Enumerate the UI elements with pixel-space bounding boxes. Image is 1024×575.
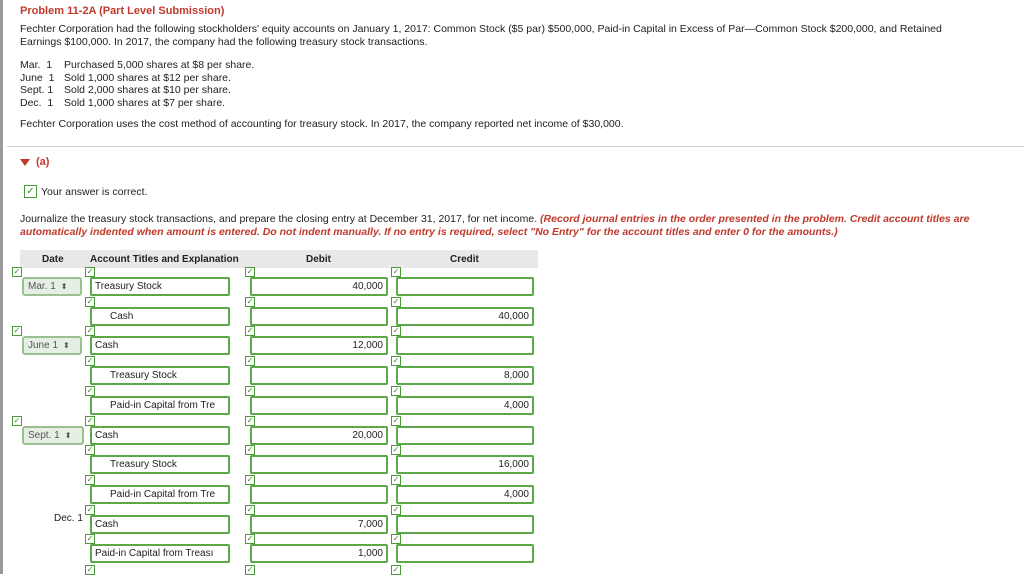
collapse-triangle-icon	[20, 159, 30, 166]
answer-status	[24, 185, 147, 198]
check-icon: ✓	[13, 326, 21, 335]
debit-input[interactable]: 12,000	[250, 336, 388, 355]
check-icon: ✓	[246, 416, 254, 425]
check-icon: ✓	[246, 534, 254, 543]
account-title-input[interactable]: Paid-in Capital from Treası	[90, 544, 230, 563]
part-label: (a)	[36, 156, 50, 168]
account-title-input[interactable]: Treasury Stock	[90, 455, 230, 474]
debit-input[interactable]: 40,000	[250, 277, 388, 296]
check-icon: ✓	[392, 416, 400, 425]
check-icon: ✓	[86, 326, 94, 335]
credit-input[interactable]: 4,000	[396, 396, 534, 415]
debit-input[interactable]	[250, 396, 388, 415]
debit-input[interactable]	[250, 455, 388, 474]
account-title-input[interactable]: Cash	[90, 307, 230, 326]
date-select[interactable]	[22, 277, 82, 296]
debit-input[interactable]: 7,000	[250, 515, 388, 534]
check-icon: ✓	[392, 534, 400, 543]
account-title-input[interactable]: Paid-in Capital from Tre	[90, 396, 230, 415]
check-icon: ✓	[86, 445, 94, 454]
check-icon: ✓	[392, 445, 400, 454]
intro-line: Fechter Corporation had the following stockholders' equity accounts on January 1, 2017: Common Stock ($5 par) $500,000, Paid-in Capital in Excess of Par—Common Stock $200,000, and Retained	[20, 23, 942, 35]
transaction-item	[20, 59, 1020, 72]
journal-table-header	[20, 250, 538, 268]
check-icon: ✓	[392, 356, 400, 365]
debit-input[interactable]: 1,000	[250, 544, 388, 563]
check-icon: ✓	[13, 267, 21, 276]
credit-input[interactable]	[396, 336, 534, 355]
date-select[interactable]	[22, 426, 84, 445]
transaction-text: Sold 2,000 shares at $10 per share.	[64, 84, 231, 96]
check-icon: ✓	[392, 505, 400, 514]
check-icon: ✓	[86, 534, 94, 543]
account-title-input[interactable]: Paid-in Capital from Tre	[90, 485, 230, 504]
date-select[interactable]	[22, 336, 82, 355]
check-icon: ✓	[86, 297, 94, 306]
check-icon: ✓	[86, 475, 94, 484]
stepper-arrows-icon: ⬍	[60, 282, 68, 291]
credit-input[interactable]: 4,000	[396, 485, 534, 504]
header-date: Date	[42, 254, 64, 265]
check-icon: ✓	[13, 416, 21, 425]
check-icon: ✓	[24, 185, 37, 198]
account-title-input[interactable]: Cash	[90, 336, 230, 355]
transaction-date: June 1	[20, 71, 55, 84]
account-title-input[interactable]: Treasury Stock	[90, 366, 230, 385]
check-icon: ✓	[86, 565, 94, 574]
check-icon: ✓	[246, 445, 254, 454]
section-divider	[7, 146, 1024, 147]
check-icon: ✓	[246, 297, 254, 306]
check-icon: ✓	[246, 386, 254, 395]
header-debit: Debit	[306, 254, 331, 265]
header-credit: Credit	[450, 254, 479, 265]
left-border	[0, 0, 3, 574]
credit-input[interactable]	[396, 544, 534, 563]
part-a-toggle[interactable]	[20, 156, 49, 168]
date-label: Dec. 1	[54, 513, 83, 524]
credit-input[interactable]: 8,000	[396, 366, 534, 385]
problem-intro	[20, 23, 1020, 49]
transaction-text: Sold 1,000 shares at $12 per share.	[64, 71, 231, 84]
transaction-list	[20, 59, 1020, 109]
check-icon: ✓	[86, 416, 94, 425]
credit-input[interactable]: 16,000	[396, 455, 534, 474]
check-icon: ✓	[246, 326, 254, 335]
correct-text: Your answer is correct.	[41, 185, 148, 198]
account-title-input[interactable]: Cash	[90, 426, 230, 445]
stepper-arrows-icon: ⬍	[64, 431, 72, 440]
transaction-date: Sept. 1	[20, 84, 54, 96]
check-icon: ✓	[86, 386, 94, 395]
date-value: June 1	[28, 340, 59, 351]
transaction-item	[20, 84, 1020, 97]
account-title-input[interactable]: Cash	[90, 515, 230, 534]
transaction-date: Dec. 1	[20, 96, 54, 109]
problem-statement	[20, 5, 1020, 130]
transaction-item	[20, 97, 1020, 110]
credit-input[interactable]: 40,000	[396, 307, 534, 326]
check-icon: ✓	[392, 297, 400, 306]
check-icon: ✓	[246, 505, 254, 514]
intro-line: Earnings $100,000. In 2017, the company had the following treasury stock transactions.	[20, 36, 428, 48]
check-icon: ✓	[246, 267, 254, 276]
credit-input[interactable]	[396, 426, 534, 445]
transaction-text: Sold 1,000 shares at $7 per share.	[64, 96, 226, 109]
check-icon: ✓	[392, 267, 400, 276]
date-value: Mar. 1	[28, 281, 56, 292]
check-icon: ✓	[246, 356, 254, 365]
check-icon: ✓	[392, 326, 400, 335]
check-icon: ✓	[246, 565, 254, 574]
instructions-note: (Record journal entries in the order presented in the problem. Credit account titles are automatically indented when amount is entered. Do not indent manually. If no entry is required, select "No Entry" for the account titles and enter 0 for the amounts.)	[20, 213, 970, 238]
date-value: Sept. 1	[28, 430, 60, 441]
check-icon: ✓	[86, 505, 94, 514]
debit-input[interactable]: 20,000	[250, 426, 388, 445]
account-title-input[interactable]: Treasury Stock	[90, 277, 230, 296]
transaction-text: Purchased 5,000 shares at $8 per share.	[64, 59, 255, 71]
check-icon: ✓	[86, 267, 94, 276]
check-icon: ✓	[392, 475, 400, 484]
debit-input[interactable]	[250, 366, 388, 385]
check-icon: ✓	[86, 356, 94, 365]
check-icon: ✓	[246, 475, 254, 484]
check-icon: ✓	[392, 565, 400, 574]
credit-input[interactable]	[396, 515, 534, 534]
credit-input[interactable]	[396, 277, 534, 296]
debit-input[interactable]	[250, 307, 388, 326]
method-note: Fechter Corporation uses the cost method of accounting for treasury stock. In 2017, the company reported net income of $30,000.	[20, 118, 624, 130]
transaction-date: Mar. 1	[20, 59, 53, 71]
stepper-arrows-icon: ⬍	[63, 341, 70, 350]
problem-title: Problem 11-2A (Part Level Submission)	[20, 5, 225, 17]
instructions	[20, 213, 1020, 238]
check-icon: ✓	[392, 386, 400, 395]
transaction-item	[20, 72, 1020, 85]
header-account: Account Titles and Explanation	[90, 254, 239, 265]
instructions-text: Journalize the treasury stock transactions, and prepare the closing entry at December 31, 2017, for net income.	[20, 213, 541, 225]
debit-input[interactable]	[250, 485, 388, 504]
